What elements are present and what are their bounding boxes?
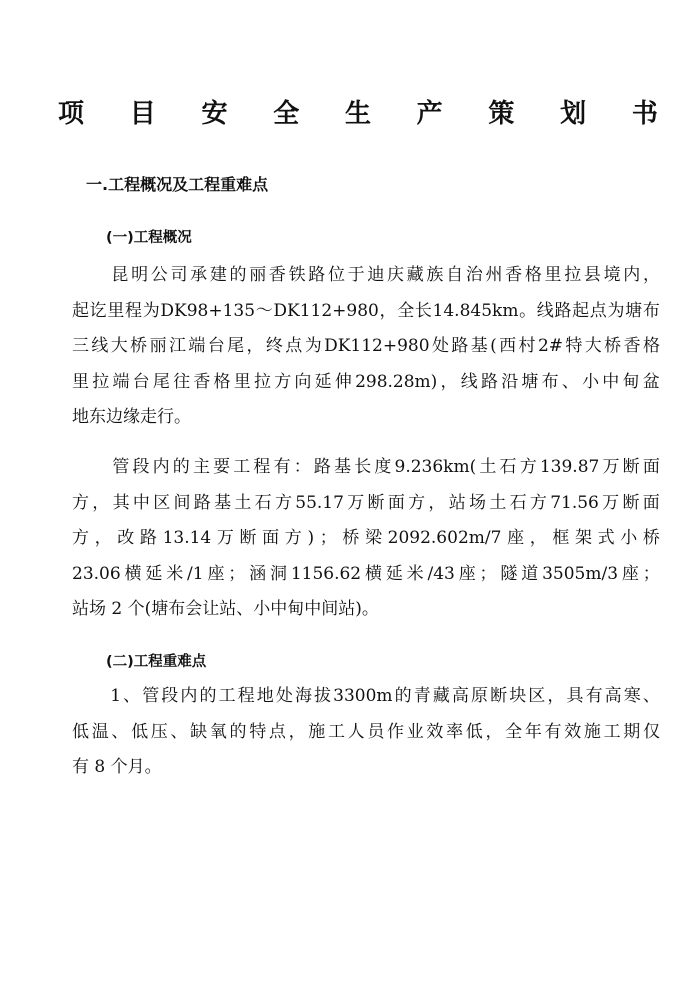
title-char: 项	[58, 99, 85, 129]
title-char: 策	[488, 99, 515, 129]
paragraph-line: 有 8 个月。	[72, 757, 162, 777]
paragraph-difficulties	[72, 679, 660, 786]
paragraph-line: 方 ， 改 路 13.14 万 断 面 方 ) ； 桥 梁 2092.602m/7 座 ， 框 架 式 小 桥	[72, 528, 660, 548]
title-char: 全	[273, 99, 300, 129]
title-char: 目	[129, 99, 156, 129]
paragraph-project-overview	[72, 258, 660, 436]
document-title	[58, 94, 658, 134]
subsection-heading-difficulties: (二)工程重难点	[106, 654, 207, 670]
section-heading: 一.工程概况及工程重难点	[86, 175, 269, 194]
title-char: 产	[416, 99, 443, 129]
paragraph-line: 起 讫 里 程 为 DK98+135 ～ DK112+980 ， 全 长 14.845km 。 线 路 起 点 为 塘 布	[72, 300, 660, 321]
paragraph-line: 低 温 、 低 压 、 缺 氧 的 特 点 ， 施 工 人 员 作 业 效 率 低 ， 全 年 有 效 施 工 期 仅	[72, 721, 660, 742]
paragraph-line: 方 ， 其 中 区 间 路 基 土 石 方 55.17 万 断 面 方 ， 站 场 土 石 方 71.56 万 断 面	[72, 492, 660, 513]
paragraph-main-works	[72, 450, 660, 628]
paragraph-line: 站场 2 个(塘布会让站、小中甸中间站)。	[72, 599, 379, 619]
paragraph-line: 三 线 大 桥 丽 江 端 台 尾 ， 终 点 为 DK112+980 处 路 基 ( 西 村 2# 特 大 桥 香 格	[72, 336, 660, 356]
paragraph-line: 1 、 管 段 内 的 工 程 地 处 海 拔 3300m 的 青 藏 高 原 断 块 区 ， 具 有 高 寒 、	[110, 686, 660, 706]
subsection-heading-overview: (一)工程概况	[106, 230, 192, 246]
title-char: 安	[201, 99, 228, 129]
paragraph-line: 昆 明 公 司 承 建 的 丽 香 铁 路 位 于 迪 庆 藏 族 自 治 州 香 格 里 拉 县 境 内 ，	[111, 265, 660, 285]
title-char: 生	[344, 99, 371, 129]
paragraph-line: 23.06 横 延 米 /1 座 ； 涵 洞 1156.62 横 延 米 /43 座 ； 隧 道 3505m/3 座 ；	[72, 563, 660, 584]
paragraph-line: 管 段 内 的 主 要 工 程 有 ： 路 基 长 度 9.236km( 土 石 方 139.87 万 断 面	[112, 457, 660, 477]
title-char: 划	[560, 99, 587, 129]
title-char: 书	[631, 99, 658, 129]
paragraph-line: 里 拉 端 台 尾 往 香 格 里 拉 方 向 延 伸 298.28m) ， 线 路 沿 塘 布 、 小 中 甸 盆	[72, 371, 660, 392]
paragraph-line: 地东边缘走行。	[72, 407, 191, 427]
